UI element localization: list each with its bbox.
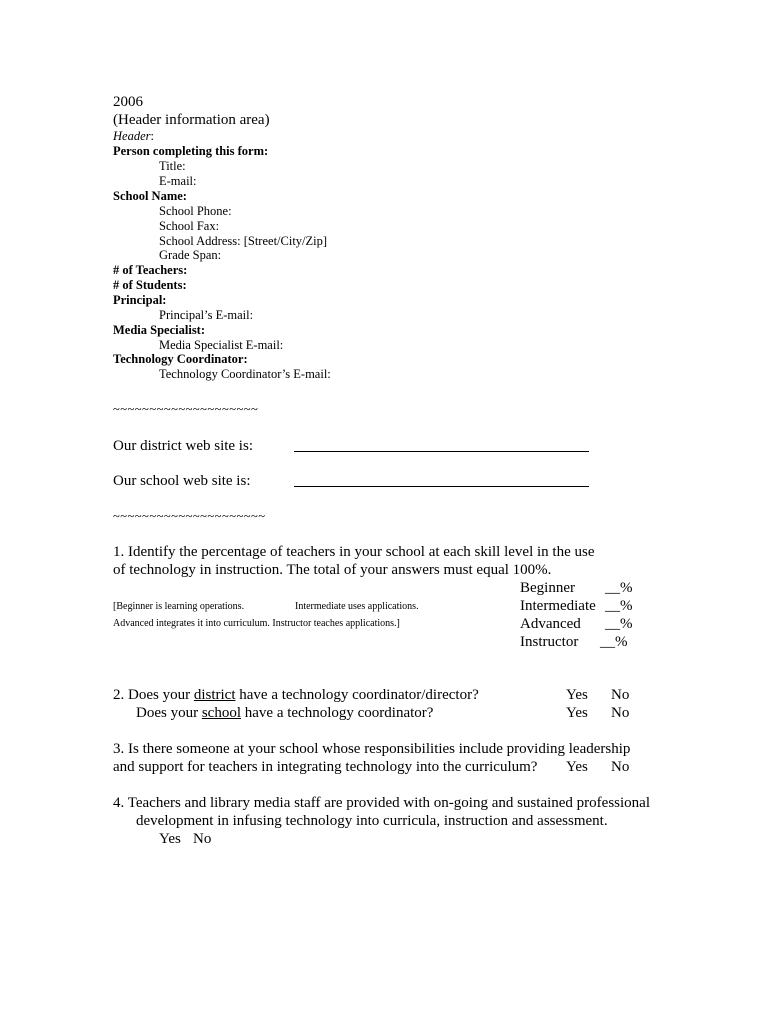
principal-label: Principal: xyxy=(113,293,167,307)
q4-line-2: development in infusing technology into curricula, instruction and assessment. xyxy=(136,813,608,829)
q2b-no-option[interactable]: No xyxy=(611,705,630,721)
q2-line-2-pre: Does your xyxy=(136,705,202,721)
school-name-label: School Name: xyxy=(113,189,187,203)
q3-line-1: 3. Is there someone at your school whose responsibilities include providing leadership xyxy=(113,741,631,757)
q2-line-1-post: have a technology coordinator/director? xyxy=(235,687,479,703)
level-label-beginner: Beginner xyxy=(520,580,575,596)
teachers-label: # of Teachers: xyxy=(113,263,188,277)
school-address-label: School Address: [Street/City/Zip] xyxy=(159,234,328,248)
tech-coord-label: Technology Coordinator: xyxy=(113,352,248,366)
school-phone-label: School Phone: xyxy=(159,204,232,218)
q4-no-option[interactable]: No xyxy=(193,831,212,847)
title-label: Title: xyxy=(159,159,186,173)
q2-line-1 xyxy=(113,686,479,704)
q2-line-2 xyxy=(136,704,433,722)
tilde-divider: ~~~~~~~~~~~~~~~~~~~~~ xyxy=(113,509,266,523)
q2a-no-option[interactable]: No xyxy=(611,687,630,703)
grade-span-label: Grade Span: xyxy=(159,248,222,262)
level-label-intermediate: Intermediate xyxy=(520,598,596,614)
tilde-divider: ~~~~~~~~~~~~~~~~~~~~ xyxy=(113,402,259,416)
email-label: E-mail: xyxy=(159,174,197,188)
media-specialist-email-label: Media Specialist E-mail: xyxy=(159,338,284,352)
level-label-advanced: Advanced xyxy=(520,616,581,632)
q2a-yes-option[interactable]: Yes xyxy=(566,687,588,703)
level-blank-intermediate[interactable]: __% xyxy=(605,598,633,614)
q2b-yes-option[interactable]: Yes xyxy=(566,705,588,721)
principal-email-label: Principal’s E-mail: xyxy=(159,308,254,322)
header-label-colon: : xyxy=(150,129,154,143)
district-website-label: Our district web site is: xyxy=(113,438,253,454)
q1-line-1: 1. Identify the percentage of teachers in your school at each skill level in the use xyxy=(113,544,595,560)
level-label-instructor: Instructor xyxy=(520,634,579,650)
q1-line-2: of technology in instruction. The total of your answers must equal 100%. xyxy=(113,562,552,578)
q1-note-a2: Intermediate uses applications. xyxy=(295,601,419,612)
q3-line-2: and support for teachers in integrating technology into the curriculum? xyxy=(113,759,538,775)
header-label xyxy=(113,129,154,144)
tech-coord-email-label: Technology Coordinator’s E-mail: xyxy=(159,367,331,381)
header-label-text: Header xyxy=(113,129,151,143)
q3-yes-option[interactable]: Yes xyxy=(566,759,588,775)
level-blank-advanced[interactable]: __% xyxy=(605,616,633,632)
q4-yes-option[interactable]: Yes xyxy=(159,831,181,847)
q2-line-2-post: have a technology coordinator? xyxy=(241,705,434,721)
q1-note-a1: [Beginner is learning operations. xyxy=(113,601,245,612)
q2-district-word: district xyxy=(193,687,236,703)
level-blank-instructor[interactable]: __% xyxy=(600,634,628,650)
q1-note-b: Advanced integrates it into curriculum. Instructor teaches applications.] xyxy=(113,618,400,629)
header-subtitle: (Header information area) xyxy=(113,112,270,128)
school-website-blank[interactable] xyxy=(294,486,589,487)
school-fax-label: School Fax: xyxy=(159,219,220,233)
level-blank-beginner[interactable]: __% xyxy=(605,580,633,596)
person-label: Person completing this form: xyxy=(113,144,269,158)
school-website-label: Our school web site is: xyxy=(113,473,251,489)
year: 2006 xyxy=(113,94,143,110)
q2-school-word: school xyxy=(201,705,241,721)
q4-line-1: 4. Teachers and library media staff are provided with on-going and sustained professional xyxy=(113,795,650,811)
media-specialist-label: Media Specialist: xyxy=(113,323,206,337)
students-label: # of Students: xyxy=(113,278,187,292)
district-website-blank[interactable] xyxy=(294,451,589,452)
q3-no-option[interactable]: No xyxy=(611,759,630,775)
q2-line-1-pre: 2. Does your xyxy=(113,687,194,703)
